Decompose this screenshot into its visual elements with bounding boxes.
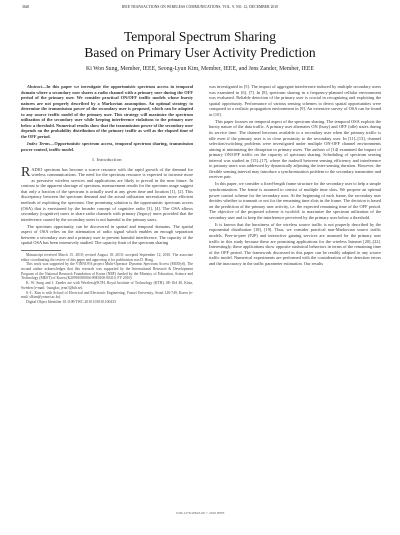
footnote: This work was supported by the VINNOVA project Multi-Operator Dynamic Spectrum Access (MODyS). The second author acknowledges that this research was supported by the International Research & Development Program of the National Research Foundation of Korea (NRF) funded by the Ministry of Education, Science and Technology (MEST) of Korea (K20901000004-09E0100-00410, FY 2010). [21, 262, 193, 281]
author-list: Ki Won Sung, Member, IEEE, Seong-Lyun Kim, Member, IEEE, and Jens Zander, Member, IEEE [86, 66, 314, 72]
index-terms-label: Index Terms [27, 141, 50, 147]
intro-paragraph: The spectrum opportunity can be discovered in spatial and temporal domains. The spatial aspect of OSA relies on the attenuation of radio signal which enables an enough separation between a secondary user and a primary user to prevent harmful interference. The capacity of the spatial OSA has been extensively studied. The capacity limit of the spectrum sharing [21, 223, 193, 246]
body-paragraph: was investigated in [5]. The impact of aggregate interference induced by multiple secondary users was examined in [6], [7]. In [8], spectrum sharing in a frequency-planned cellular environment was evaluated. Reliable detection of the primary user is crucial in recognizing and exploiting the spatial opportunity. Performance of various sensing schemes to detect spatial opportunities were compared in a realistic propagation environment in [9]. An extensive survey of OSA can be found in [10]. [209, 84, 381, 117]
body-paragraph: In this paper, we consider a fixed-length frame structure for the secondary user to help a simple synchronization. The frame is assumed to consist of multiple time slots. We propose an optimal power control scheme for the secondary user. At the beginning of each frame, the secondary user decides whether to transmit or not for the remaining time slots in the frame. The decision is based on the prediction of the primary user activity, i.e. the expected remaining time of the OFF period. The objective of the proposed scheme is twofold: to maximize the spectrum utilization of the secondary user and to keep the interference perceived by the primary user below a threshold. [209, 181, 381, 220]
footnote: Digital Object Identifier 10.1109/TWC.2010.101810.100433 [26, 299, 116, 304]
footnote: S.-L. Kim is with School of Electrical and Electronic Engineering, Yonsei University, Seoul 120-749, Korea (e-mail: slkim@yonsei.ac.kr). [21, 290, 193, 300]
page-number: 3640 [22, 5, 30, 9]
title-line-2: Based on Primary User Activity Prediction [84, 45, 316, 60]
index-terms [21, 141, 193, 152]
footnotes [21, 253, 193, 305]
drop-cap: R [21, 164, 31, 180]
right-column [209, 84, 381, 268]
intro-paragraph [21, 164, 193, 222]
footnote: K. W. Sung and J. Zander are with Wireless@KTH, Royal Institute of Technology (KTH), SE-164 40, Kista, Sweden (e-mail: {sungkw, jenz}@kth.se). [21, 281, 193, 290]
abstract-label: Abstract [27, 84, 42, 89]
paper-title [0, 29, 400, 61]
index-terms-text: —Opportunistic spectrum access, temporal spectrum sharing, transmission power control, traffic model. [21, 141, 194, 152]
title-line-1: Temporal Spectrum Sharing [123, 29, 277, 44]
section-heading: I. Introduction [92, 157, 122, 163]
running-header [22, 5, 378, 13]
abstract-text: —In this paper we investigate the opportunistic spectrum access in temporal domain where a secondary user shares a radio channel with a primary user during the OFF period of the primary user. We consider practical ON/OFF traffic models whose bursty natures are not properly described by a Markovian assumption. An optimal strategy to determine the transmission power of the secondary user is proposed, which can be adapted to any source traffic model of the primary user. This strategy will maximize the spectrum utilization of the secondary user while keeping interference violations to the primary user below a threshold. Numerical results show that the transmission power of the secondary user depends on the probability distribution of the primary traffic as well as the elapsed time of the OFF period. [21, 84, 193, 139]
journal-name: IEEE TRANSACTIONS ON WIRELESS COMMUNICATIONS, VOL. 9, NO. 12, DECEMBER 2010 [121, 5, 279, 9]
footnote: Manuscript received March 15, 2010; revised August 18, 2010; accepted September 12, 2010. The associate editor coordinating the review of this paper and approving it for publication was D. Hong. [21, 252, 193, 262]
left-column [21, 84, 193, 305]
abstract [21, 84, 193, 139]
intro-paragraph-text: ADIO spectrum has become a scarce resource with the rapid growth of the demand for wireless communications. The need for the spectrum resource is expected to increase more as pervasive wireless services and applications are likely to prevail in the near future. In contrast to the apparent shortage of spectrum, measurement results for the spectrum usage suggest that only a fraction of the spectrum is actually used at any given time and location [1], [2]. This discrepancy between the spectrum demand and the actual utilization necessitates more efficient methods of exploiting the spectrum. One promising solution is the opportunistic spectrum access (OSA) that is envisioned by the broader concept of cognitive radio [3], [4]. The OSA allows secondary (cognitive) users to share radio channels with primary (legacy) users provided that the interference caused by the secondary users is not harmful to the primary users. [21, 166, 193, 222]
body-paragraph: This paper focuses on temporal aspect of the spectrum sharing. The temporal OSA exploits the bursty nature of the data traffic. A primary user alternates ON (busy) and OFF (idle) states during its service time. The channel becomes available to a secondary user when the primary traffic is idle even if the primary user is in close proximity to the secondary user. In [11]–[13], channel selection/switching problems were investigated under multiple ON-OFF channel environments aiming at minimizing the disruption to primary users. The authors of [14] examined the impact of primary ON/OFF traffic on the capacity of spectrum sharing. Scheduling of spectrum sensing interval was studied in [15]–[17], where the tradeoff between sensing efficiency and interference to primary users was addressed by dynamically adjusting the inter-sensing duration. However, the flexible sensing interval may introduce a synchronization problem to the secondary transmitter and receiver pair. [209, 118, 382, 180]
footnote-divider [21, 250, 61, 251]
copyright-footer: 1536-1276/10$25.00 © 2010 IEEE [175, 511, 225, 515]
body-paragraph: It is known that the burstiness of the wireless source traffic is not properly described by the exponential distribution [18], [19]. Thus, we consider practical non-Markovian source traffic models. Peer-to-peer (P2P) and interactive gaming services are assumed for the primary user traffic in this study because these are promising applications for the wireless Internet [20]–[22]. Interestingly, these applications show opposite statistical behaviors in terms of the remaining time of the OFF period. The framework discussed in this paper can be readily adapted to any source traffic model. Numerical experiments are performed with the consideration of the detection errors and the inaccuracy in the traffic parameter estimation. Our results [209, 221, 381, 266]
